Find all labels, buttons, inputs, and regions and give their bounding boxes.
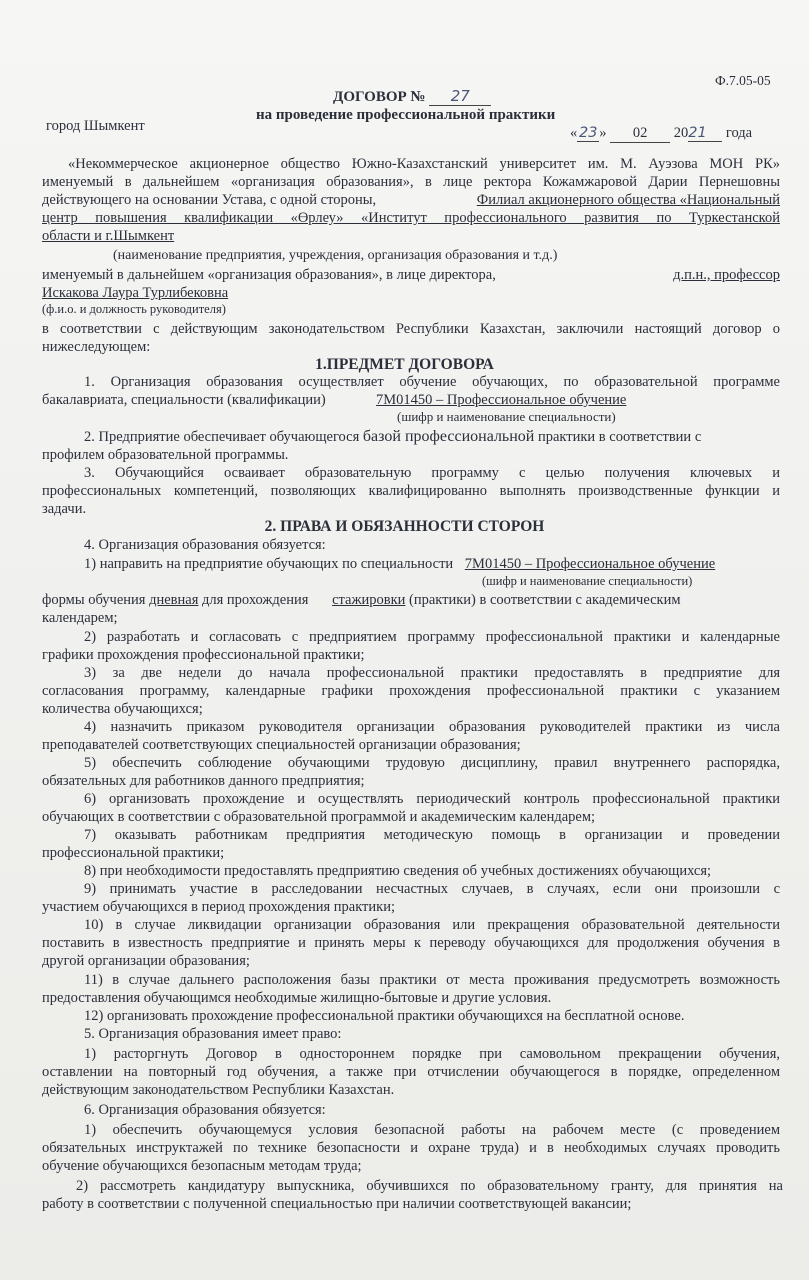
s2-i1-purpose-value: стажировки — [332, 592, 406, 608]
s1-p2-a: 2. Предприятие обеспечивает обучающегося — [84, 429, 360, 445]
s2-5-1-line-2: оставлении на повторный год обучения, а также при отчислении обучающегося в порядке, определенном — [42, 1064, 780, 1080]
s2-i3-line-1: 3) за две недели до начала профессиональной практики предоставлять в предприятие для — [84, 665, 780, 681]
director-hint: (ф.и.о. и должность руководителя) — [42, 302, 226, 316]
s2-item-5: 5. Организация образования имеет право: — [84, 1026, 342, 1042]
s2-5-1-line-3: действующим законодательством Республики Казахстан. — [42, 1082, 395, 1098]
s2-i7-line-1: 7) оказывать работникам предприятия методическую помощь в организации и проведении — [84, 827, 780, 843]
intro-line-2: именуемый в дальнейшем «организация образования», в лице ректора Кожамжаровой Дарии Пернешовны — [42, 174, 780, 190]
year-suffix: 21 — [688, 125, 722, 142]
s2-i9-line-1: 9) принимать участие в расследовании несчастных случаев, в случаях, если они произошли с — [84, 881, 780, 897]
s1-p1-line-2 — [42, 391, 780, 409]
s2-i4-line-2: преподавателей соответствующих специальностей организации образования; — [42, 737, 521, 753]
s2-i10-line-2: поставить в известность предприятие и принять меры к переводу обучающихся для продолжения обучения в — [42, 935, 780, 951]
year-prefix: 20 — [673, 125, 689, 141]
s2-i6-line-2: обучающих в соответствии с образовательной программой и академическим календарем; — [42, 809, 596, 825]
s2-i1-a: 1) направить на предприятие обучающих по специальности — [84, 556, 454, 572]
partner-name-part-2: центр повышения квалификации «Өрлеу» «Институт профессионального развития по Туркестанской — [42, 210, 780, 226]
s2-i1-specialty: 7М01450 – Профессиональное обучение — [464, 556, 716, 572]
s1-p1-line-2-a: бакалавриата, специальности (квалификации) — [42, 392, 326, 408]
section-2-title: 2. ПРАВА И ОБЯЗАННОСТИ СТОРОН — [264, 518, 545, 535]
s2-item-6: 6. Организация образования обязуется: — [84, 1102, 326, 1118]
s2-6-1-line-3: обучение обучающихся безопасным методам труда; — [42, 1158, 362, 1174]
specialty-name: 7М01450 – Профессиональное обучение — [376, 392, 627, 408]
s2-6-1-line-1: 1) обеспечить обучающемуся условия безопасной работы на рабочем месте (с проведением — [84, 1122, 780, 1138]
s2-i1-line-3 — [42, 591, 780, 609]
s1-p2-b: базой профессиональной — [362, 428, 535, 445]
s2-i1-hint: (шифр и наименование специальности) — [482, 574, 693, 588]
intro-line-7 — [42, 266, 780, 284]
s2-i1-purpose-label: для прохождения — [202, 592, 309, 608]
s1-p3-line-1: 3. Обучающийся осваивает образовательную программу с целью получения ключевых и — [84, 465, 780, 481]
contract-number: 27 — [429, 87, 491, 106]
s2-i1-line-4: календарем; — [42, 610, 118, 626]
intro-line-7-a: именуемый в дальнейшем «организация образования», в лице директора, — [42, 267, 496, 283]
intro-line-3 — [42, 191, 780, 209]
s2-item-4: 4. Организация образования обязуется: — [84, 537, 326, 553]
s2-i1-tail: (практики) в соответствии с академическим — [409, 592, 681, 608]
s2-i10-line-1: 10) в случае ликвидации организации образования или прекращения образовательной деятельности — [84, 917, 780, 933]
date-month: 02 — [610, 125, 670, 143]
director-degree: д.п.н., профессор — [673, 267, 780, 283]
s2-i12-line-1: 12) организовать прохождение профессиональной практики обучающихся на бесплатной основе. — [84, 1008, 685, 1024]
s1-p2-line-2: профилем образовательной программы. — [42, 447, 289, 463]
specialty-hint: (шифр и наименование специальности) — [397, 409, 616, 424]
s2-i11-line-2: предоставления обучающимся необходимые жилищно-бытовые и другие условия. — [42, 990, 552, 1006]
s2-6-1-line-2: обязательных инструктажей по технике безопасности и охране труда) и в необходимых случаях проводить — [42, 1140, 780, 1156]
s1-p3-line-3: задачи. — [42, 501, 87, 517]
s2-i1-line-1 — [84, 555, 780, 573]
city: город Шымкент — [46, 118, 145, 134]
s2-i3-line-2: согласования программу, календарные графики прохождения профессиональной практики с указанием — [42, 683, 780, 699]
s2-i5-line-2: обязательных для работников данного предприятия; — [42, 773, 365, 789]
s2-i9-line-2: участием обучающихся в период прохождения практики; — [42, 899, 395, 915]
s2-i4-line-1: 4) назначить приказом руководителя организации образования руководителей практики из числа — [84, 719, 780, 735]
partner-name-part-1: Филиал акционерного общества «Национальный — [476, 192, 780, 208]
s2-i8-line-1: 8) при необходимости предоставлять предприятию сведения об учебных достижениях обучающихся; — [84, 863, 712, 879]
s2-i2-line-1: 2) разработать и согласовать с предприятием программу профессиональной практики и календарные — [84, 629, 780, 645]
s2-6-2-line-1: 2) рассмотреть кандидатуру выпускника, обучившихся по образовательному гранту, для принятия на — [76, 1178, 783, 1194]
s1-p2-c: практики в соответствии с — [537, 429, 702, 445]
date-day: 23 — [579, 125, 598, 141]
s2-i1-form-label: формы обучения — [42, 592, 146, 608]
date-open-quote: « — [570, 125, 578, 141]
date-close-quote: » — [599, 125, 607, 141]
intro-line-11: нижеследующем: — [42, 339, 151, 355]
intro-line-10: в соответствии с действующим законодательством Республики Казахстан, заключили настоящий договор о — [42, 321, 780, 337]
s2-i11-line-1: 11) в случае дальнего расположения базы практики от места проживания предусмотреть возможность — [84, 972, 780, 988]
director-name: Искакова Лаура Турлибековна — [42, 285, 229, 301]
s2-5-1-line-1: 1) расторгнуть Договор в одностороннем порядке при самовольном прекращении обучения, — [84, 1046, 780, 1062]
s1-p1-line-1: 1. Организация образования осуществляет обучение обучающих, по образовательной программе — [84, 374, 780, 390]
s1-p3-line-2: профессиональных компетенций, позволяющих квалифицированно выполнять производственные функции и — [42, 483, 780, 499]
s1-p2-line-1 — [84, 428, 780, 446]
s2-i5-line-1: 5) обеспечить соблюдение обучающими трудовую дисциплину, правил внутреннего распорядка, — [84, 755, 780, 771]
date-word: года — [725, 125, 753, 141]
s2-i7-line-2: профессиональной практики; — [42, 845, 225, 861]
contract-title-prefix: ДОГОВОР № — [333, 89, 426, 105]
contract-date — [570, 125, 752, 143]
form-code: Ф.7.05-05 — [715, 73, 771, 88]
section-1-title: 1.ПРЕДМЕТ ДОГОВОРА — [315, 356, 494, 373]
intro-line-3-a: действующего на основании Устава, с одной стороны, — [42, 192, 377, 208]
contract-title — [333, 87, 491, 106]
partner-name-part-3: области и г.Шымкент — [42, 228, 175, 244]
s2-i6-line-1: 6) организовать прохождение и осуществлять периодический контроль профессиональной практики — [84, 791, 780, 807]
intro-line-1: «Некоммерческое акционерное общество Южно-Казахстанский университет им. М. Ауэзова МОН РК» — [68, 156, 780, 172]
s2-i1-form-value: дневная — [149, 592, 199, 608]
s2-i10-line-3: другой организации образования; — [42, 953, 250, 969]
partner-name-hint: (наименование предприятия, учреждения, организация образования и т.д.) — [113, 248, 558, 263]
s2-6-2-line-2: работу в соответствии с полученной специальностью при наличии соответствующей вакансии; — [42, 1196, 632, 1212]
contract-subtitle: на проведение профессиональной практики — [256, 107, 556, 123]
s2-i2-line-2: графики прохождения профессиональной практики; — [42, 647, 365, 663]
s2-i3-line-3: количества обучающихся; — [42, 701, 203, 717]
